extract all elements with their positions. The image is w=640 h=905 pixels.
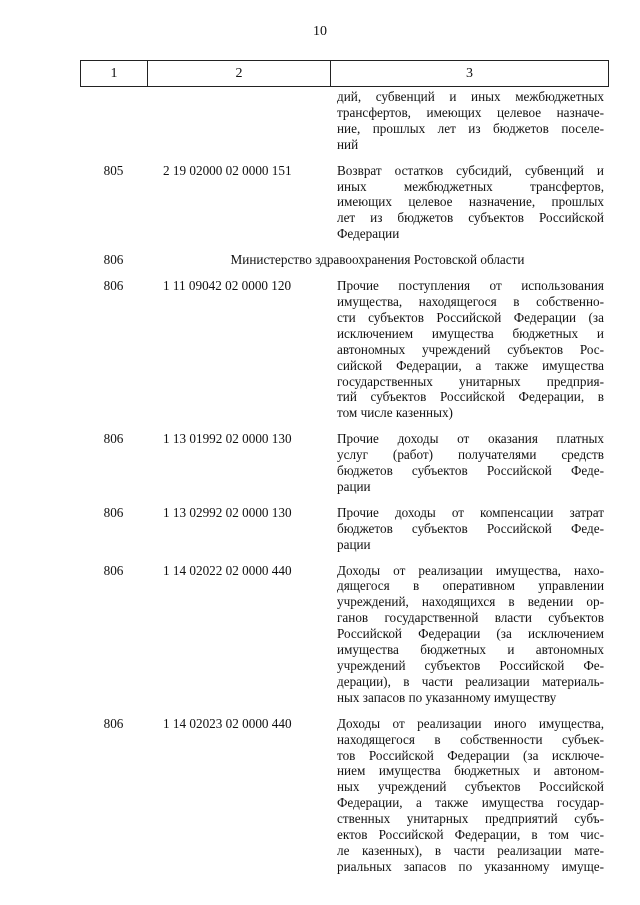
revenue-code-cell: 1 13 01992 02 0000 130	[163, 431, 292, 447]
description-cell	[330, 505, 604, 553]
description-line: Возврат остатков субсидий, субвенций и	[337, 162, 604, 178]
admin-code-cell: 805	[103, 162, 124, 178]
description-line: ний	[337, 136, 359, 152]
description-line: риальных запасов по указанному имуще-	[337, 858, 604, 874]
admin-code-cell: 806	[103, 278, 124, 294]
revenue-code-cell: 2 19 02000 02 0000 151	[163, 162, 292, 178]
description-line: Прочие доходы от оказания платных	[337, 431, 604, 447]
description-line: учреждений, находящихся в ведении ор-	[337, 594, 604, 610]
description-line: дерации), в части реализации материаль-	[337, 673, 604, 689]
header-col-3: 3	[331, 61, 609, 87]
admin-code-cell	[80, 89, 147, 153]
admin-code-cell: 806	[103, 562, 124, 578]
description-line: Федерации, а также имущества государ-	[337, 795, 604, 811]
description-line: сийской Федерации, а также имущества	[337, 357, 604, 373]
table-row-ministry	[80, 252, 608, 268]
revenue-code-cell: 1 14 02023 02 0000 440	[163, 715, 292, 731]
revenue-code-cell: 1 13 02992 02 0000 130	[163, 504, 292, 520]
description-line: сти субъектов Российской Федерации (за	[337, 309, 604, 325]
table-row	[80, 716, 608, 875]
table-row	[80, 163, 608, 243]
description-line: находящегося в собственности субъек-	[337, 731, 604, 747]
description-line: дящегося в оперативном управлении	[337, 578, 604, 594]
table-header	[80, 60, 609, 87]
description-cell	[330, 163, 604, 243]
admin-code-cell: 806	[103, 715, 124, 731]
description-cell	[330, 278, 604, 421]
table-row	[80, 431, 608, 495]
description-line: лет из бюджетов субъектов Российской	[337, 210, 604, 226]
description-line: ственных унитарных предприятий субъ-	[337, 811, 604, 827]
revenue-code-cell: 1 11 09042 02 0000 120	[163, 278, 292, 294]
description-cell	[330, 431, 604, 495]
description-line: учреждений субъектов Российской Фе-	[337, 658, 604, 673]
header-col-1: 1	[81, 61, 148, 87]
description-line: тов Российской Федерации (за исключе-	[337, 747, 604, 763]
description-line: ганов государственной власти субъектов	[337, 610, 604, 626]
description-line: Доходы от реализации иного имущества,	[337, 715, 604, 731]
description-line: том числе казенных)	[337, 405, 453, 421]
description-line: дий, субвенций и иных межбюджетных	[337, 89, 604, 104]
header-col-2: 2	[148, 61, 331, 87]
table-row	[80, 505, 608, 553]
description-line: Доходы от реализации имущества, нахо-	[337, 562, 604, 578]
table-row	[80, 278, 608, 421]
description-cell	[330, 89, 604, 153]
description-line: государственных унитарных предприя-	[337, 373, 604, 389]
description-line: услуг (работ) получателями средств	[337, 447, 604, 463]
table-body	[80, 89, 608, 875]
description-line: ных запасов по указанному имуществу	[337, 689, 557, 705]
description-line: ние, прошлых лет из бюджетов поселе-	[337, 120, 604, 136]
description-line: нием имущества бюджетных и автоном-	[337, 763, 604, 779]
admin-code-cell: 806	[103, 252, 124, 268]
description-line: бюджетов субъектов Российской Феде-	[337, 463, 604, 479]
description-line: иных межбюджетных трансфертов,	[337, 178, 604, 194]
description-line: исключением имущества бюджетных и	[337, 325, 604, 341]
description-line: трансфертов, имеющих целевое назначе-	[337, 104, 604, 120]
description-line: тий субъектов Российской Федерации, в	[337, 389, 604, 405]
description-line: ных учреждений субъектов Российской	[337, 779, 604, 795]
admin-code-cell: 806	[103, 504, 124, 520]
description-line: Прочие поступления от использования	[337, 278, 604, 294]
description-line: Федерации	[337, 226, 400, 242]
admin-code-cell: 806	[103, 431, 124, 447]
description-line: рации	[337, 478, 371, 494]
description-line: автономных учреждений субъектов Рос-	[337, 341, 604, 357]
description-line: ектов Российской Федерации, в том чис-	[337, 827, 604, 843]
revenue-code-cell	[147, 89, 330, 153]
description-cell	[330, 716, 604, 875]
description-line: Российской Федерации (за исключением	[337, 626, 604, 642]
ministry-title: Министерство здравоохранения Ростовской области	[230, 252, 525, 268]
description-line: имущества, находящегося в собственно-	[337, 293, 604, 309]
description-line: имущества бюджетных и автономных	[337, 642, 604, 658]
page-number: 10	[313, 24, 327, 39]
description-line: имеющих целевое назначение, прошлых	[337, 194, 604, 210]
description-line: бюджетов субъектов Российской Феде-	[337, 520, 604, 536]
description-line: Прочие доходы от компенсации затрат	[337, 504, 604, 520]
table-row-continuation	[80, 89, 608, 153]
description-cell	[330, 563, 604, 706]
description-line: ле казенных), в части реализации мате-	[337, 842, 604, 858]
revenue-code-cell: 1 14 02022 02 0000 440	[163, 562, 292, 578]
table-row	[80, 563, 608, 706]
description-line: рации	[337, 536, 371, 552]
